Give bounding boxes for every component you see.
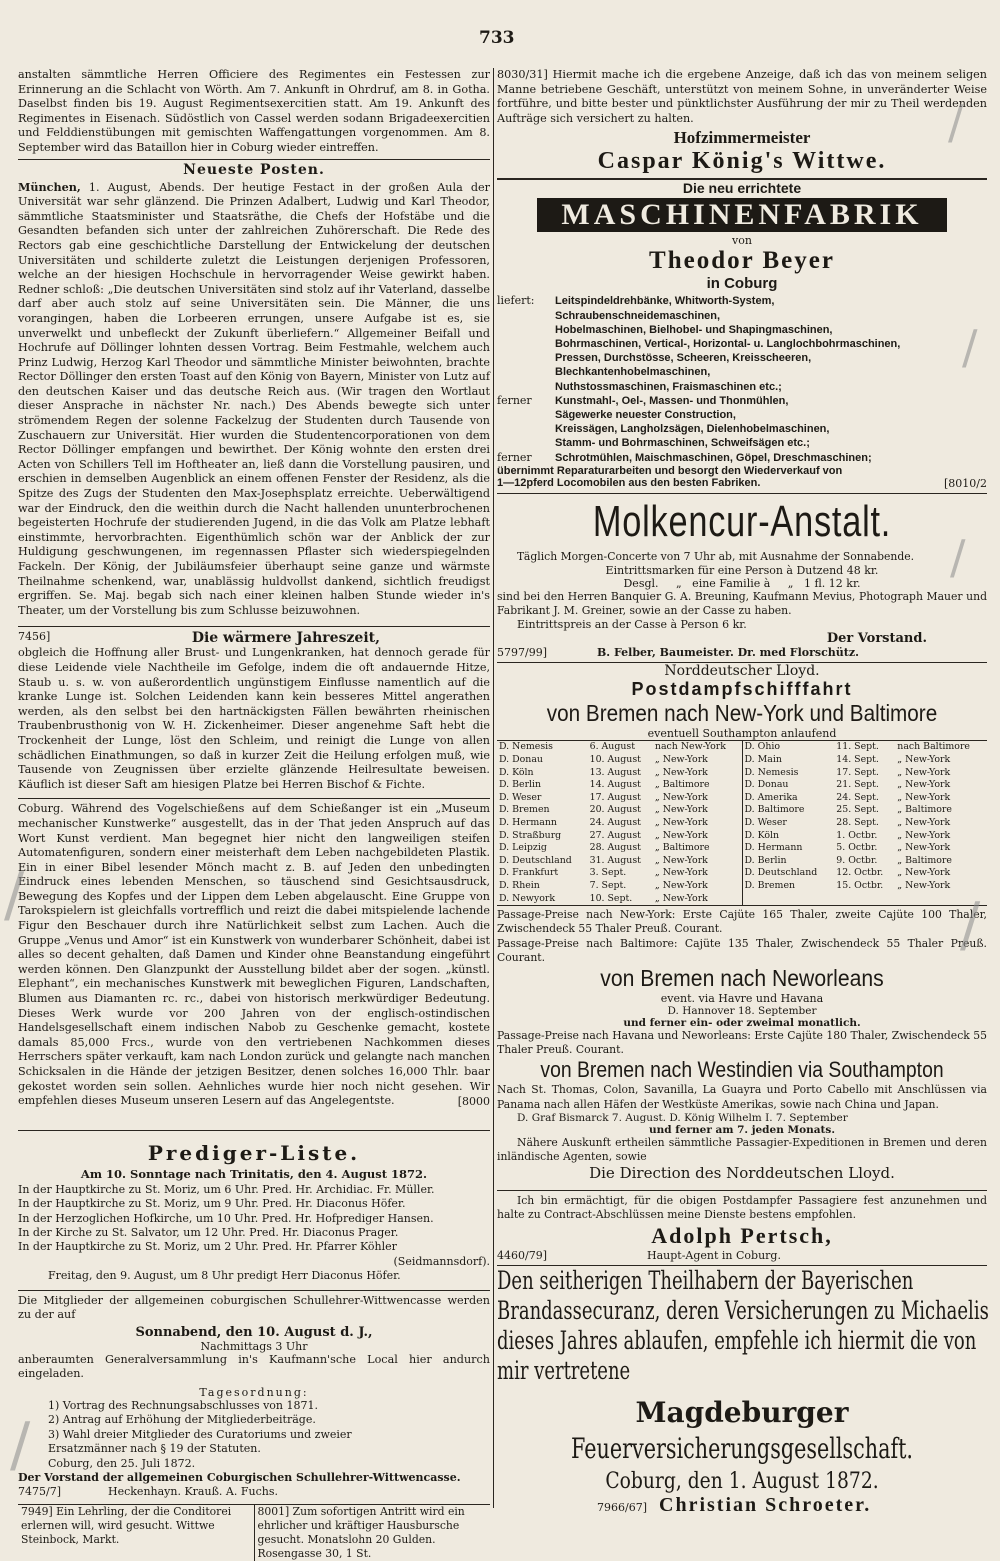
sailing-date: 21. Sept. — [836, 779, 879, 791]
sailing-date: 15. Octbr. — [836, 879, 884, 891]
liefert-item: Schraubenschneidemaschinen, — [555, 309, 721, 322]
classified-text: Zum sofortigen Antritt wird ein ehrlicher und kräftiger Hausbursche gesucht. Monatslohn 20 Gulden. Rosengasse 30, 1 St. — [257, 1505, 465, 1561]
bremen-westindien-heading: von Bremen nach Westindien via Southampton — [540, 1057, 944, 1083]
pencil-mark: / — [4, 860, 25, 930]
destination: „ Baltimore — [654, 779, 710, 791]
ship-name: D. Newyork — [499, 892, 556, 904]
schedule-row — [743, 830, 988, 843]
ship-name: D. Rhein — [499, 879, 540, 891]
hannover-line: D. Hannover 18. September — [667, 1004, 817, 1017]
liefert-list — [555, 294, 900, 393]
ship-name: D. Nemesis — [744, 766, 799, 778]
schedule-row — [497, 830, 742, 843]
divider — [18, 1290, 490, 1291]
destination: „ New-York — [654, 829, 708, 841]
schullehrer-place: Coburg, den 25. Juli 1872. — [48, 1456, 196, 1470]
schedule-row — [743, 754, 988, 767]
ship-name: D. Bremen — [744, 879, 796, 891]
ship-name: D. Frankfurt — [499, 867, 559, 879]
destination: „ New-York — [897, 829, 951, 841]
prediger-line-2: In der Hauptkirche zu St. Moriz, um 9 Uhr. Pred. Hr. Diaconus Höfer. — [18, 1197, 406, 1211]
schedule-row — [497, 754, 742, 767]
sailing-date: 17. August — [589, 791, 641, 803]
molkencur-anstalt-title: Molkencur-Anstalt. — [592, 496, 892, 546]
sailing-date: 10. Sept. — [589, 892, 633, 904]
sailing-date: 9. Octbr. — [836, 854, 878, 866]
destination: „ New-York — [654, 879, 708, 891]
schedule-row — [743, 767, 988, 780]
divider — [18, 626, 490, 627]
locomobilen-row — [497, 477, 987, 490]
destination: „ Baltimore — [897, 854, 952, 866]
schullehrer-body: anberaumten Generalversammlung in's Kaufmann'sche Local hier andurch eingeladen. — [18, 1352, 490, 1381]
destination: „ New-York — [654, 892, 708, 904]
sailing-date: 25. Sept. — [836, 804, 879, 816]
passage-newyork: Passage-Preise nach New-York: Erste Cajüte 165 Thaler, zweite Cajüte 100 Thaler, Zwischendeck 55 Thaler Preuß. Courant. — [497, 908, 987, 936]
monthly-line: und ferner ein- oder zweimal monatlich. — [623, 1016, 861, 1029]
sailing-date: 28. August — [589, 842, 641, 854]
molken-signatures: B. Felber, Baumeister. Dr. med Florschütz. — [597, 646, 859, 660]
pencil-mark: / — [962, 320, 978, 374]
museum-number: [8000 — [457, 1094, 490, 1108]
sailing-date: 7. Sept. — [589, 879, 627, 891]
ferner-item: Kunstmahl-, Oel-, Massen- und Thonmühlen, — [555, 394, 789, 407]
schedule-table — [743, 741, 988, 892]
destination: nach New-York — [654, 741, 726, 753]
liefert-block — [497, 294, 987, 393]
muenchen-article — [18, 180, 490, 619]
bremen-newyork-heading: von Bremen nach New-York und Baltimore — [546, 700, 938, 727]
liefert-item: Nuthstossmaschinen, Fraismaschinen etc.; — [555, 380, 782, 393]
destination: „ New-York — [654, 867, 708, 879]
die-neu-errichtete: Die neu errichtete — [682, 180, 802, 197]
ferner-block-1 — [497, 394, 987, 451]
destination: „ New-York — [897, 779, 951, 791]
schullehrer-time: Nachmittags 3 Uhr — [200, 1339, 308, 1353]
ferner-item: Schrotmühlen, Maischmaschinen, Göpel, Dreschmaschinen; — [555, 451, 872, 464]
pertsch-footer — [497, 1249, 987, 1262]
ship-name: D. Ohio — [744, 741, 781, 753]
destination: „ New-York — [897, 754, 951, 766]
sailing-date: 17. Sept. — [836, 766, 879, 778]
schedule-row — [497, 792, 742, 805]
schullehrer-names: Heckenhayn. Krauß. A. Fuchs. — [108, 1485, 278, 1499]
ferner-item: Stamm- und Bohrmaschinen, Schweifsägen etc.; — [555, 437, 810, 450]
pencil-mark: / — [950, 530, 966, 584]
notice-line: Brandassecuranz, deren Versicherungen zu Michaelis — [497, 1295, 989, 1325]
ship-name: D. Deutschland — [744, 867, 818, 879]
notice-line: mir vertretene — [497, 1355, 631, 1385]
caspar-koenig-wittwe: Caspar König's Wittwe. — [597, 148, 887, 175]
norddeutscher-lloyd: Norddeutscher Lloyd. — [664, 663, 820, 680]
ferner-item: Sägewerke neuester Construction, — [555, 409, 736, 421]
ad-title: Die wärmere Jahreszeit, — [191, 630, 380, 647]
ad-number: 7456] — [18, 630, 51, 644]
schedule-row — [743, 842, 988, 855]
destination: „ New-York — [654, 791, 708, 803]
passage-baltimore: Passage-Preise nach Baltimore: Cajüte 135 Thaler, Zwischendeck 55 Thaler Preuß. Courant. — [497, 936, 987, 964]
sailing-date: 20. August — [589, 804, 641, 816]
prediger-line-5: In der Hauptkirche zu St. Moriz, um 2 Uhr. Pred. Hr. Pfarrer Köhler — [18, 1240, 397, 1254]
locomobilen-line: 1—12pferd Locomobilen aus den besten Fabriken. — [497, 476, 761, 489]
muenchen-lead: München, — [18, 179, 81, 194]
prediger-subtitle: Am 10. Sonntage nach Trinitatis, den 4. August 1872. — [80, 1166, 428, 1181]
molken-concerts: Täglich Morgen-Concerte von 7 Uhr ab, mit Ausnahme der Sonnabende. — [517, 549, 915, 563]
liefert-item: Bohrmaschinen, Vertical-, Horizontal- u. Langlochbohrmaschinen, — [555, 337, 901, 350]
ship-name: D. Amerika — [744, 791, 798, 803]
sailing-date: 13. August — [589, 766, 641, 778]
ad-number: 8030/31] — [497, 68, 548, 81]
ferner-list — [555, 394, 829, 451]
destination: „ New-York — [654, 804, 708, 816]
ship-name: D. Berlin — [499, 779, 542, 791]
tages-item-3: 3) Wahl dreier Mitglieder des Curatoriums und zweier Ersatzmänner nach § 19 der Statuten. — [48, 1427, 352, 1456]
sailing-date: 10. August — [589, 754, 641, 766]
ship-name: D. Nemesis — [499, 741, 553, 753]
ship-name: D. Köln — [499, 766, 534, 778]
schedule-row — [743, 880, 988, 893]
destination: „ New-York — [654, 854, 708, 866]
theodor-beyer: Theodor Beyer — [649, 247, 835, 275]
in-coburg: in Coburg — [706, 275, 778, 293]
destination: „ New-York — [654, 754, 708, 766]
liefert-item: Blechkantenhobelmaschinen, — [555, 366, 711, 379]
schullehrer-date: Sonnabend, den 10. August d. J., — [135, 1324, 373, 1340]
tages-item-2: 2) Antrag auf Erhöhung der Mitgliederbeiträge. — [48, 1413, 316, 1427]
ship-name: D. Deutschland — [499, 854, 572, 866]
sailing-date: 12. Octbr. — [836, 867, 884, 879]
prediger-line-7: Freitag, den 9. August, um 8 Uhr predigt Herr Diaconus Höfer. — [48, 1269, 401, 1283]
notice-line: Den seitherigen Theilhabern der Bayerischen — [497, 1265, 914, 1295]
liefert-label: liefert: — [497, 294, 535, 308]
haupt-agent: Haupt-Agent in Coburg. — [647, 1248, 781, 1262]
schedule-row — [743, 741, 988, 754]
ship-name: D. Köln — [744, 829, 780, 841]
schedule-row — [497, 741, 742, 754]
ship-name: D. Donau — [499, 754, 543, 766]
sailing-date: 27. August — [589, 829, 641, 841]
sailing-date: 24. August — [589, 816, 641, 828]
westindien-ports: Nach St. Thomas, Colon, Savanilla, La Guayra und Porto Cabello mit Anschlüssen via Panama nach allen Häfen der Westküste Amerikas, sowie nach China und Japan. — [497, 1083, 987, 1111]
classified-number: 8001] — [257, 1505, 290, 1519]
ship-name: D. Bremen — [499, 804, 550, 816]
schedule-row — [497, 893, 742, 906]
schedule-row — [497, 804, 742, 817]
pencil-mark: / — [948, 95, 964, 149]
schedule-row — [497, 867, 742, 880]
pencil-mark: / — [960, 890, 981, 960]
destination: „ New-York — [897, 842, 951, 854]
liefert-item: Pressen, Durchstösse, Scheeren, Kreisscheeren, — [555, 352, 812, 365]
destination: „ New-York — [897, 867, 951, 879]
sailing-date: 14. Sept. — [836, 754, 879, 766]
hofzimmermeister: Hofzimmermeister — [673, 128, 811, 148]
prediger-line-6: (Seidmannsdorf). — [393, 1254, 490, 1268]
notice-line: dieses Jahres ablaufen, empfehle ich hiermit die von — [497, 1325, 977, 1355]
prediger-liste-heading: Prediger-Liste. — [147, 1140, 361, 1165]
destination: „ New-York — [897, 766, 951, 778]
destination: „ Baltimore — [654, 842, 710, 854]
pertsch-text: Ich bin ermächtigt, für die obigen Postdampfer Passagiere fest anzunehmen und halte zu Contract-Abschlüssen meine Dienste bestens empfohlen. — [497, 1194, 987, 1222]
classified-lehrling — [18, 1505, 255, 1561]
classified-hausbursche — [255, 1505, 491, 1561]
ferner-label: ferner — [497, 393, 532, 407]
ship-name: D. Donau — [744, 779, 789, 791]
locomobilen-number: [8010/2 — [944, 476, 987, 490]
schedule-row — [497, 779, 742, 792]
schedule-september — [743, 741, 988, 905]
page-number: 733 — [479, 28, 515, 48]
ferner-item: Kreissägen, Langholzsägen, Dielenhobelmaschinen, — [555, 423, 830, 436]
koenig-wittwe-ad — [497, 68, 987, 126]
schedule-august — [497, 741, 743, 905]
sailing-date: 1. Octbr. — [836, 829, 878, 841]
magdeburger: Magdeburger — [635, 1395, 849, 1429]
sailing-date: 31. August — [589, 854, 641, 866]
right-column — [497, 68, 987, 1517]
schedule-table — [497, 741, 742, 905]
museum-article: Coburg. Während des Vogelschießens auf dem Schießanger ist ein „Museum mechanischer Kunstwerke“ ausgestellt, das in der That jeden Anspruch auf das Wort Kunst verdient. Man begegnet hier nicht den langweiligen steifen Automatenfiguren, sondern einer meisterhaft dem Leben nachgebildeten Plastik. Ein in einer Bibel lesender Mönch macht z. B. auf Jeden den unbedingten Eindruck eines lebenden Menschen, so täuschend sind Gesichtsausdruck, Bewegung des Kopfes und der Lippen dem Leben abgelauscht. Eine Gruppe von Tarokspielern ist gleichfalls vortrefflich und reizt die dabei mitspielende lachende Figur den Beschauer durch ihre Natürlichkeit selbst zum Lachen. Auch die Gruppe „Venus und Amor“ ist ein Kunstwerk von wunderbarer Schönheit, dabei ist alles so decent gehalten, daß Damen und Kinder ohne Beanstandung eingeführt werden können. Den Glanzpunkt der Ausstellung bildet aber der sogen. „künstl. Elephant“, ein mechanisches Kunstwerk mit beweglichen Figuren, Landschaften, Blumen aus Diamanten rc. rc., dabei von historisch merkwürdiger Bedeutung. Dieses Werk wurde vor 200 Jahren von der englisch-ostindischen Handelsgesellschaft einem indischen Nabob zu Geschenke gemacht, kostete damals 85,000 Frcs., wurde von den vertriebenen Nachkommen dieses Herrschers später verkauft, kam nach London zurück und gelangte nach manchen Schicksalen in die Hände der jetzigen Besitzer, denen solches 16,000 Thlr. baar gekostet worden sein sollen. Aehnliches wurde hier noch nicht gesehen. Wir empfehlen dieses Museum unseren Lesern auf das Angelegentste. — [18, 802, 490, 1108]
southampton-line: eventuell Southampton anlaufend — [647, 727, 837, 741]
bismarck-line: D. Graf Bismarck 7. August. D. König Wilhelm I. 7. September — [517, 1111, 848, 1124]
brusthonig-ad-text: obgleich die Hoffnung aller Brust- und Lungenkranken, hat dennoch gerade für diese Leidende viele Nachtheile im Gefolge, indem die oft andauernde Hitze, Staub u. s. w. von außerordentlich ungünstigem Einflusse namentlich auf die kranke Lunge ist. Solchen Leidenden kann kein besseres Mittel angerathen werden, als den selbst bei den hartnäckigsten Fällen bewährten rheinischen Traubenbrusthonig von W. H. Zickenheimer. Dieser angenehme Saft hebt die Trockenheit der Lunge, löst den Schleim, und reinigt die Lunge von allen schädlichen Einathmungen, so daß in kurzer Zeit die Heilung erfolgen muß, wie Tausende von Zeugnissen über erzielte glänzende Heilresultate beweisen. Käuflich ist dieser Saft am hiesigen Platze bei Herren Bischof & Fichte. — [18, 646, 490, 791]
divider — [18, 159, 490, 160]
sailing-date: 5. Octbr. — [836, 842, 878, 854]
sailing-date: 14. August — [589, 779, 641, 791]
schedule-row — [497, 855, 742, 868]
neueste-posten-heading: Neueste Posten. — [183, 161, 325, 178]
liefert-item: Leitspindeldrehbänke, Whitworth-System, — [555, 295, 775, 308]
classified-number: 7949] — [21, 1505, 53, 1519]
feuerversicherung: Feuerversicherungsgesellschaft. — [570, 1431, 914, 1465]
ship-name: D. Hermann — [744, 842, 803, 854]
von-label: von — [732, 234, 752, 248]
destination: „ Baltimore — [897, 804, 952, 816]
passage-neworleans: Passage-Preise nach Havana und Neworleans: Erste Cajüte 180 Thaler, Zwischendeck 55 Thaler Preuß. Courant. — [497, 1028, 987, 1057]
destination: „ New-York — [897, 879, 951, 891]
sailing-date: 3. Sept. — [589, 867, 627, 879]
liefert-item: Hobelmaschinen, Bielhobel- und Shapingmaschinen, — [555, 323, 833, 336]
prediger-line-3: In der Herzoglichen Hofkirche, um 10 Uhr. Pred. Hr. Hofprediger Hansen. — [18, 1211, 434, 1225]
coburg-date: Coburg, den 1. August 1872. — [605, 1468, 879, 1494]
molken-sellers: sind bei den Herren Banquier G. A. Breuning, Kaufmann Mevius, Photograph Mauer und Fabrikant J. M. Greiner, sowie an der Casse zu haben. — [497, 590, 987, 618]
prediger-line-1: In der Hauptkirche zu St. Moriz, um 6 Uhr. Pred. Hr. Archidiac. Fr. Müller. — [18, 1182, 435, 1196]
schedule-row — [497, 817, 742, 830]
tages-item-1: 1) Vortrag des Rechnungsabschlusses von 1871. — [48, 1399, 318, 1412]
naehere-auskunft: Nähere Auskunft ertheilen sämmtliche Passagier-Expeditionen in Bremen und deren inländische Agenten, sowie — [497, 1135, 987, 1163]
ship-name: D. Baltimore — [744, 804, 805, 816]
destination: „ New-York — [654, 766, 708, 778]
destination: „ New-York — [897, 791, 951, 803]
molken-marks: Eintrittsmarken für eine Person à Dutzend 48 kr. — [605, 564, 879, 578]
classified-text: Ein Lehrling, der die Conditorei erlernen will, wird gesucht. Wittwe Steinbock, Markt. — [21, 1505, 232, 1547]
molken-entry-price: Eintrittspreis an der Casse à Person 6 kr. — [517, 618, 747, 632]
divider — [18, 798, 490, 799]
brandassecuranz-notice — [497, 1266, 987, 1386]
pertsch-number: 4460/79] — [497, 1248, 547, 1262]
sailing-date: 6. August — [589, 741, 635, 753]
muenchen-text: 1. August, Abends. Der heutige Festact in der großen Aula der Universität war sehr glänzend. Die Prinzen Adalbert, Ludwig und Karl Theodor, sämmtliche Staatsminister und Staatsräthe, die Chefs der Hofstäbe und die Gesandten befanden sich unter der zahlreichen Zuhörerschaft. Die Rede des Rectors gab eine geschichtliche Darstellung der Entwickelung der deutschen Universitäten und schilderte zuletzt die Leistungen derjenigen Professoren, welche an der hiesigen Hochschule in hervorragender Weise gewirkt haben. Redner schloß: „Die deutschen Universitäten sind stolz auf ihr Vaterland, dasselbe darf aber auch stolz auf seine Universitäten sein. Die Männer, die uns vorangingen, haben die Lorbeeren errungen, unsere Aufgabe ist es, sie unverwelkt und unbefleckt der Zukunft überliefern.“ Allgemeiner Beifall und Hochrufe auf Döllinger lohnten dessen Vortrag. Beim Festmahle, welchem auch Prinz Ludwig, Herzog Karl Theodor und sämmtliche Minister beiwohnten, brachte Rector Döllinger den ersten Toast auf den König von Bayern, Minister von Lutz auf den deutschen Kaiser und das deutsche Reich aus. (Wir tragen den Wortlaut dieser Ansprache in nächster Nr. nach.) Des Abends bewegte sich unter strömendem Regen der solenne Fackelzug der Studenten durch Tausende von Zuschauern zur Universität. Hier wurden die Studentencorporationen von dem Rector Döllinger empfangen und bewirthet. Der König wohnte den ersten drei Acten von Schillers Tell im Hoftheater an, ließ dann die Vorstellung pausiren, und erschien in demselben Augenblick an einem offenen Fenster der Residenz, als die Spitze des Zugs der Studenten den Max-Josephsplatz erreichte. Ueberwältigend war der Eindruck, den die weithin durch die Nacht hallenden ununterbrochenen begeisterten Hochrufe der studierenden Jugend, in die das Volk am Platze lebhaft einstimmte, hervorbrachten. Eigenthümlich schön war der Anblick der zur Huldigung geschwungenen, im regennassen Pflaster sich wiederspiegelnden Fackeln. Der König, der Jubiläumsfeier überhaupt seine ganze und wärmste Theilnahme schenkend, war, unablässig huldvollst dankend, sichtlich freudigst ergriffen. Se. Maj. begab sich nach einer kleinen halben Stunde wieder in's Theater, um der Vorstellung bis zum Schlusse beizuwohnen. — [18, 180, 491, 617]
bremen-neworleans-heading: von Bremen nach Neworleans — [600, 964, 884, 991]
schedule-row — [743, 867, 988, 880]
molken-family: Desgl. „ eine Familie à „ 1 fl. 12 kr. — [623, 577, 861, 591]
schedule-row — [497, 767, 742, 780]
classified-row — [18, 1505, 490, 1561]
ship-name: D. Weser — [499, 791, 542, 803]
schedule-row — [497, 842, 742, 855]
regiment-paragraph: anstalten sämmtliche Herren Officiere des Regimentes ein Festessen zur Erinnerung an die Schlacht von Wörth. Am 7. Ankunft in Ohrdruf, am 8. in Gotha. Daselbst finden bis 19. August Regimentsexercitien statt. Am 19. Ankunft des Regimentes in Eisenach. Südöstlich von Cassel werden sodann Brigadeexercitien und Felddienstübungen mit gemischten Waffengattungen vorgenommen. Am 8. September wird das Bataillon hier in Coburg wieder eintreffen. — [18, 68, 490, 154]
christian-schroeter: Christian Schroeter. — [659, 1493, 872, 1516]
destination: „ New-York — [654, 816, 708, 828]
magdeburger-number: 7966/67] — [597, 1500, 647, 1514]
ship-name: D. Hermann — [499, 816, 557, 828]
schedule-row — [743, 817, 988, 830]
ship-name: D. Berlin — [744, 854, 787, 866]
pencil-mark: / — [10, 1410, 31, 1480]
column-divider — [493, 68, 494, 1508]
lloyd-direction: Die Direction des Norddeutschen Lloyd. — [589, 1164, 895, 1183]
sailing-date: 28. Sept. — [836, 816, 879, 828]
schedule-row — [743, 779, 988, 792]
sailing-date: 24. Sept. — [836, 791, 879, 803]
ship-name: D. Main — [744, 754, 782, 766]
sailing-date: 11. Sept. — [836, 741, 879, 753]
prediger-line-4: In der Kirche zu St. Salvator, um 12 Uhr. Pred. Hr. Diaconus Prager. — [18, 1226, 399, 1239]
maschinenfabrik-banner: MASCHINENFABRIK — [537, 198, 947, 232]
ship-name: D. Weser — [744, 816, 787, 828]
destination: nach Baltimore — [897, 741, 970, 753]
monthly-line-2: und ferner am 7. jeden Monats. — [649, 1123, 835, 1136]
schedule-row — [743, 792, 988, 805]
destination: „ New-York — [897, 816, 951, 828]
divider — [18, 1130, 490, 1131]
molken-footer — [497, 646, 987, 659]
left-column — [18, 68, 490, 1561]
schedule-row — [497, 880, 742, 893]
schullehrer-number: 7475/7] — [18, 1485, 61, 1499]
divider — [497, 1190, 987, 1191]
ad-heading-row — [18, 630, 490, 646]
ferner-block-2 — [497, 451, 987, 465]
schullehrer-sign: Der Vorstand der allgemeinen Coburgischen Schullehrer-Wittwencasse. — [18, 1471, 461, 1485]
schedule-row — [743, 855, 988, 868]
schroeter-footer — [497, 1494, 987, 1517]
ad-text: Hiermit mache ich die ergebene Anzeige, daß ich das von meinem seligen Manne betriebene Geschäft, unterstützt von meinem Sohne, in unveränderter Weise fortführe, und bitte bester und pünktlichster Ausführung der mir zu Theil werdenden Aufträge sich versichert zu halten. — [497, 68, 987, 125]
der-vorstand: Der Vorstand. — [826, 631, 927, 647]
havre-line: event. via Havre und Havana — [660, 991, 824, 1005]
schedule-row — [743, 804, 988, 817]
uebernimmt-line: übernimmt Reparaturarbeiten und besorgt den Wiederverkauf von — [497, 464, 843, 477]
schullehrer-footer — [18, 1485, 490, 1498]
ship-name: D. Straßburg — [499, 829, 562, 841]
postdampfschifffahrt: Postdampfschifffahrt — [631, 679, 853, 700]
schullehrer-intro: Die Mitglieder der allgemeinen coburgischen Schullehrer-Wittwencasse werden zu der auf — [18, 1293, 490, 1322]
molken-number: 5797/99] — [497, 646, 547, 660]
adolph-pertsch: Adolph Pertsch, — [651, 1222, 833, 1248]
ferner-label: ferner — [497, 450, 532, 464]
tagesordnung-heading: Tagesordnung: — [199, 1386, 309, 1399]
sailing-schedule — [497, 740, 987, 906]
ship-name: D. Leipzig — [499, 842, 547, 854]
